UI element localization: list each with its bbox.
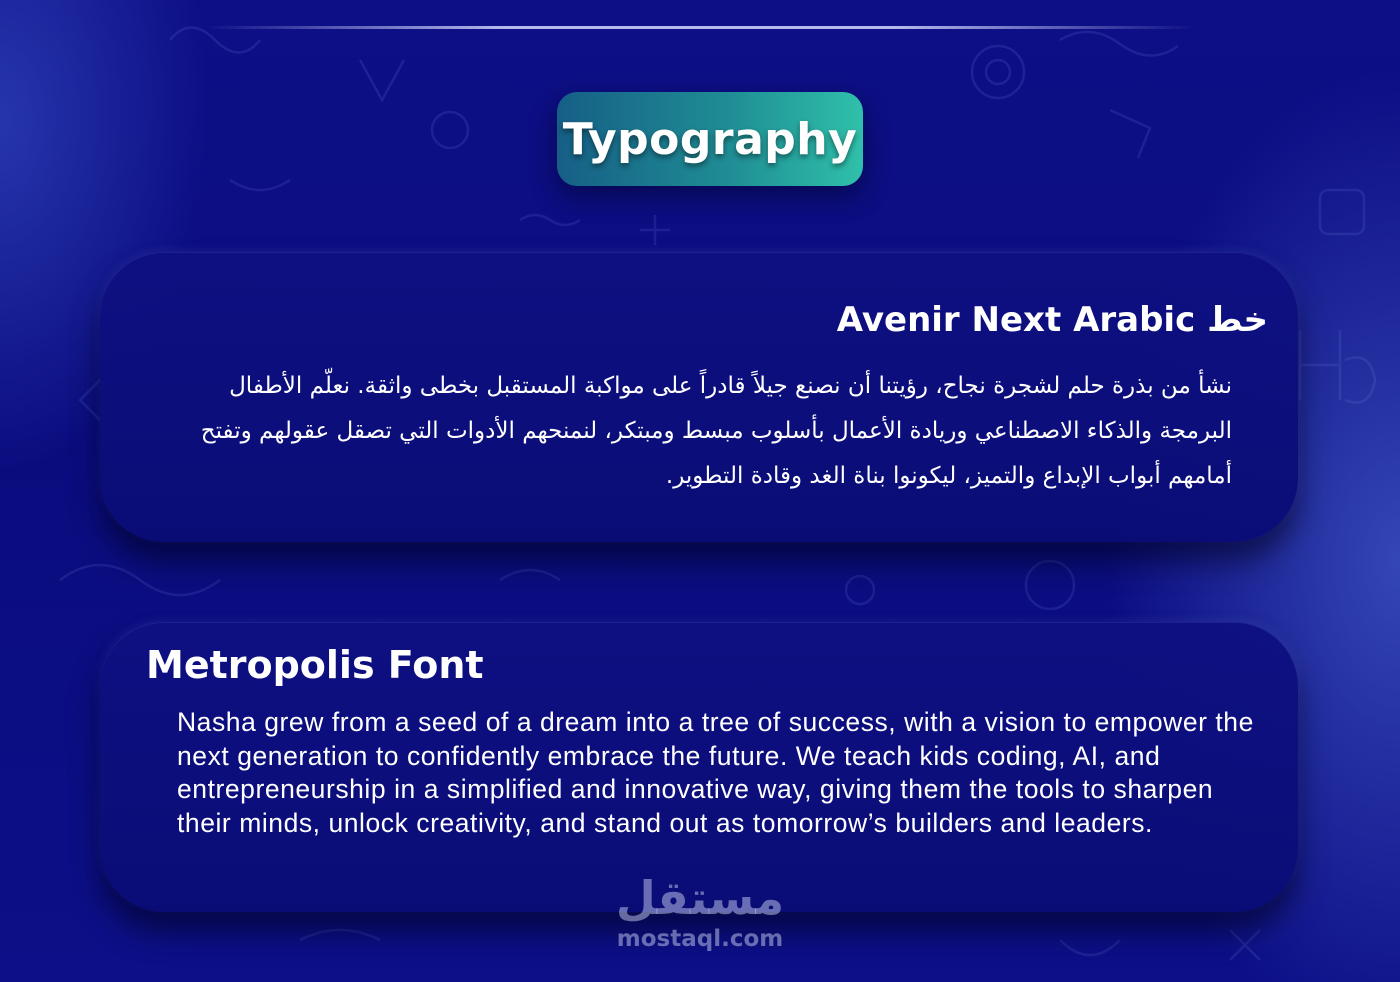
mostaql-logo: مستقل <box>615 871 785 925</box>
top-divider-line <box>205 26 1195 29</box>
title-badge <box>557 92 863 186</box>
arabic-sample-paragraph: نشأ من بذرة حلم لشجرة نجاح، رؤيتنا أن نصنع جيلاً قادراً على مواكبة المستقبل بخطى واثقة. نعلّم الأطفال البرمجة والذكاء الاصطناعي وريادة الأعمال بأسلوب مبسط ومبتكر، لنمنحهم الأدوات التي تصقل عقولهم وتفتح أمامهم أبواب الإبداع والتميز، ليكونوا بناة الغد وقادة التطوير. <box>200 373 1232 489</box>
arabic-font-heading: خط Avenir Next Arabic <box>836 300 1268 340</box>
mostaql-url: mostaql.com <box>616 926 784 952</box>
mostaql-watermark <box>600 872 800 952</box>
page-title: Typography <box>562 113 858 165</box>
english-font-heading: Metropolis Font <box>146 643 484 687</box>
english-sample-paragraph: Nasha grew from a seed of a dream into a tree of success, with a vision to empower the next generation to confidently embrace the future. We teach kids coding, AI, and entrepreneurship in a simplified and innovative way, giving them the tools to sharpen their minds, unlock creativity, and stand out as tomorrow’s builders and leaders. <box>177 707 1254 838</box>
